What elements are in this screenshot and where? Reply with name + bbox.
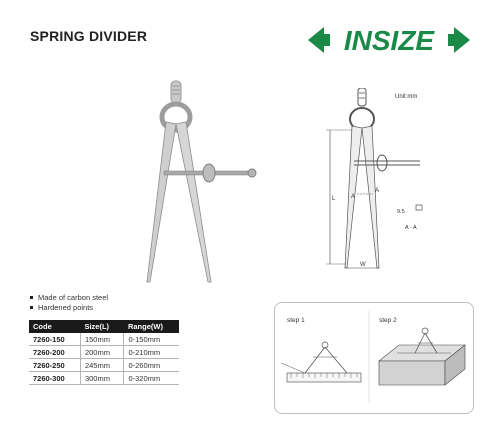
table-row [29, 359, 179, 372]
cell-size: 200mm [80, 346, 124, 359]
usage-steps-panel [274, 302, 474, 414]
step-1-divider-sketch [281, 342, 347, 373]
insize-logo [308, 24, 470, 56]
dim-l-label: L [332, 196, 336, 202]
bullet-icon [30, 306, 33, 309]
logo-left-arrow [308, 27, 330, 53]
step-2-plate-sketch [379, 345, 465, 385]
cell-code: 7260-200 [29, 346, 80, 359]
section-aa-label: A - A [405, 225, 417, 231]
bullet-icon [30, 296, 33, 299]
table-row [29, 372, 179, 385]
cell-range: 0-260mm [124, 359, 179, 372]
header-code: Code [29, 320, 80, 333]
section-label-1: A [351, 194, 356, 200]
usage-steps-illustration [275, 303, 473, 413]
page-title: SPRING DIVIDER [30, 28, 148, 44]
brand-name: INSIZE [343, 25, 435, 56]
cell-size: 245mm [80, 359, 124, 372]
technical-drawing [300, 88, 460, 288]
spec-table [29, 320, 179, 385]
feature-item [30, 292, 108, 302]
section-label-2: A [375, 188, 380, 194]
cell-code: 7260-300 [29, 372, 80, 385]
step-1-label: step 1 [287, 317, 305, 324]
cell-range: 0-320mm [124, 372, 179, 385]
header-size: Size(L) [80, 320, 124, 333]
header-range: Range(W) [124, 320, 179, 333]
adjust-nut [203, 164, 215, 182]
logo-right-arrow [448, 27, 470, 53]
table-row [29, 346, 179, 359]
feature-text: Hardened points [38, 302, 94, 312]
dim-95-label: 9.5 [397, 209, 405, 215]
screw-end [248, 169, 256, 177]
spring-divider-photo [120, 78, 270, 294]
table-row [29, 333, 179, 346]
cell-size: 300mm [80, 372, 124, 385]
cell-code: 7260-150 [29, 333, 80, 346]
cell-size: 150mm [80, 333, 124, 346]
cell-range: 0-150mm [124, 333, 179, 346]
cell-code: 7260-250 [29, 359, 80, 372]
feature-item [30, 302, 108, 312]
table-header-row [29, 320, 179, 333]
handle-knob [171, 81, 181, 103]
feature-list [30, 292, 108, 312]
step-1-ruler-sketch [287, 373, 361, 382]
left-leg [147, 122, 176, 282]
right-leg [176, 122, 211, 282]
unit-label: Unit:mm [395, 94, 418, 100]
step-2-label: step 2 [379, 317, 397, 324]
cell-range: 0-210mm [124, 346, 179, 359]
feature-text: Made of carbon steel [38, 292, 109, 302]
dim-w-label: W [360, 262, 366, 268]
